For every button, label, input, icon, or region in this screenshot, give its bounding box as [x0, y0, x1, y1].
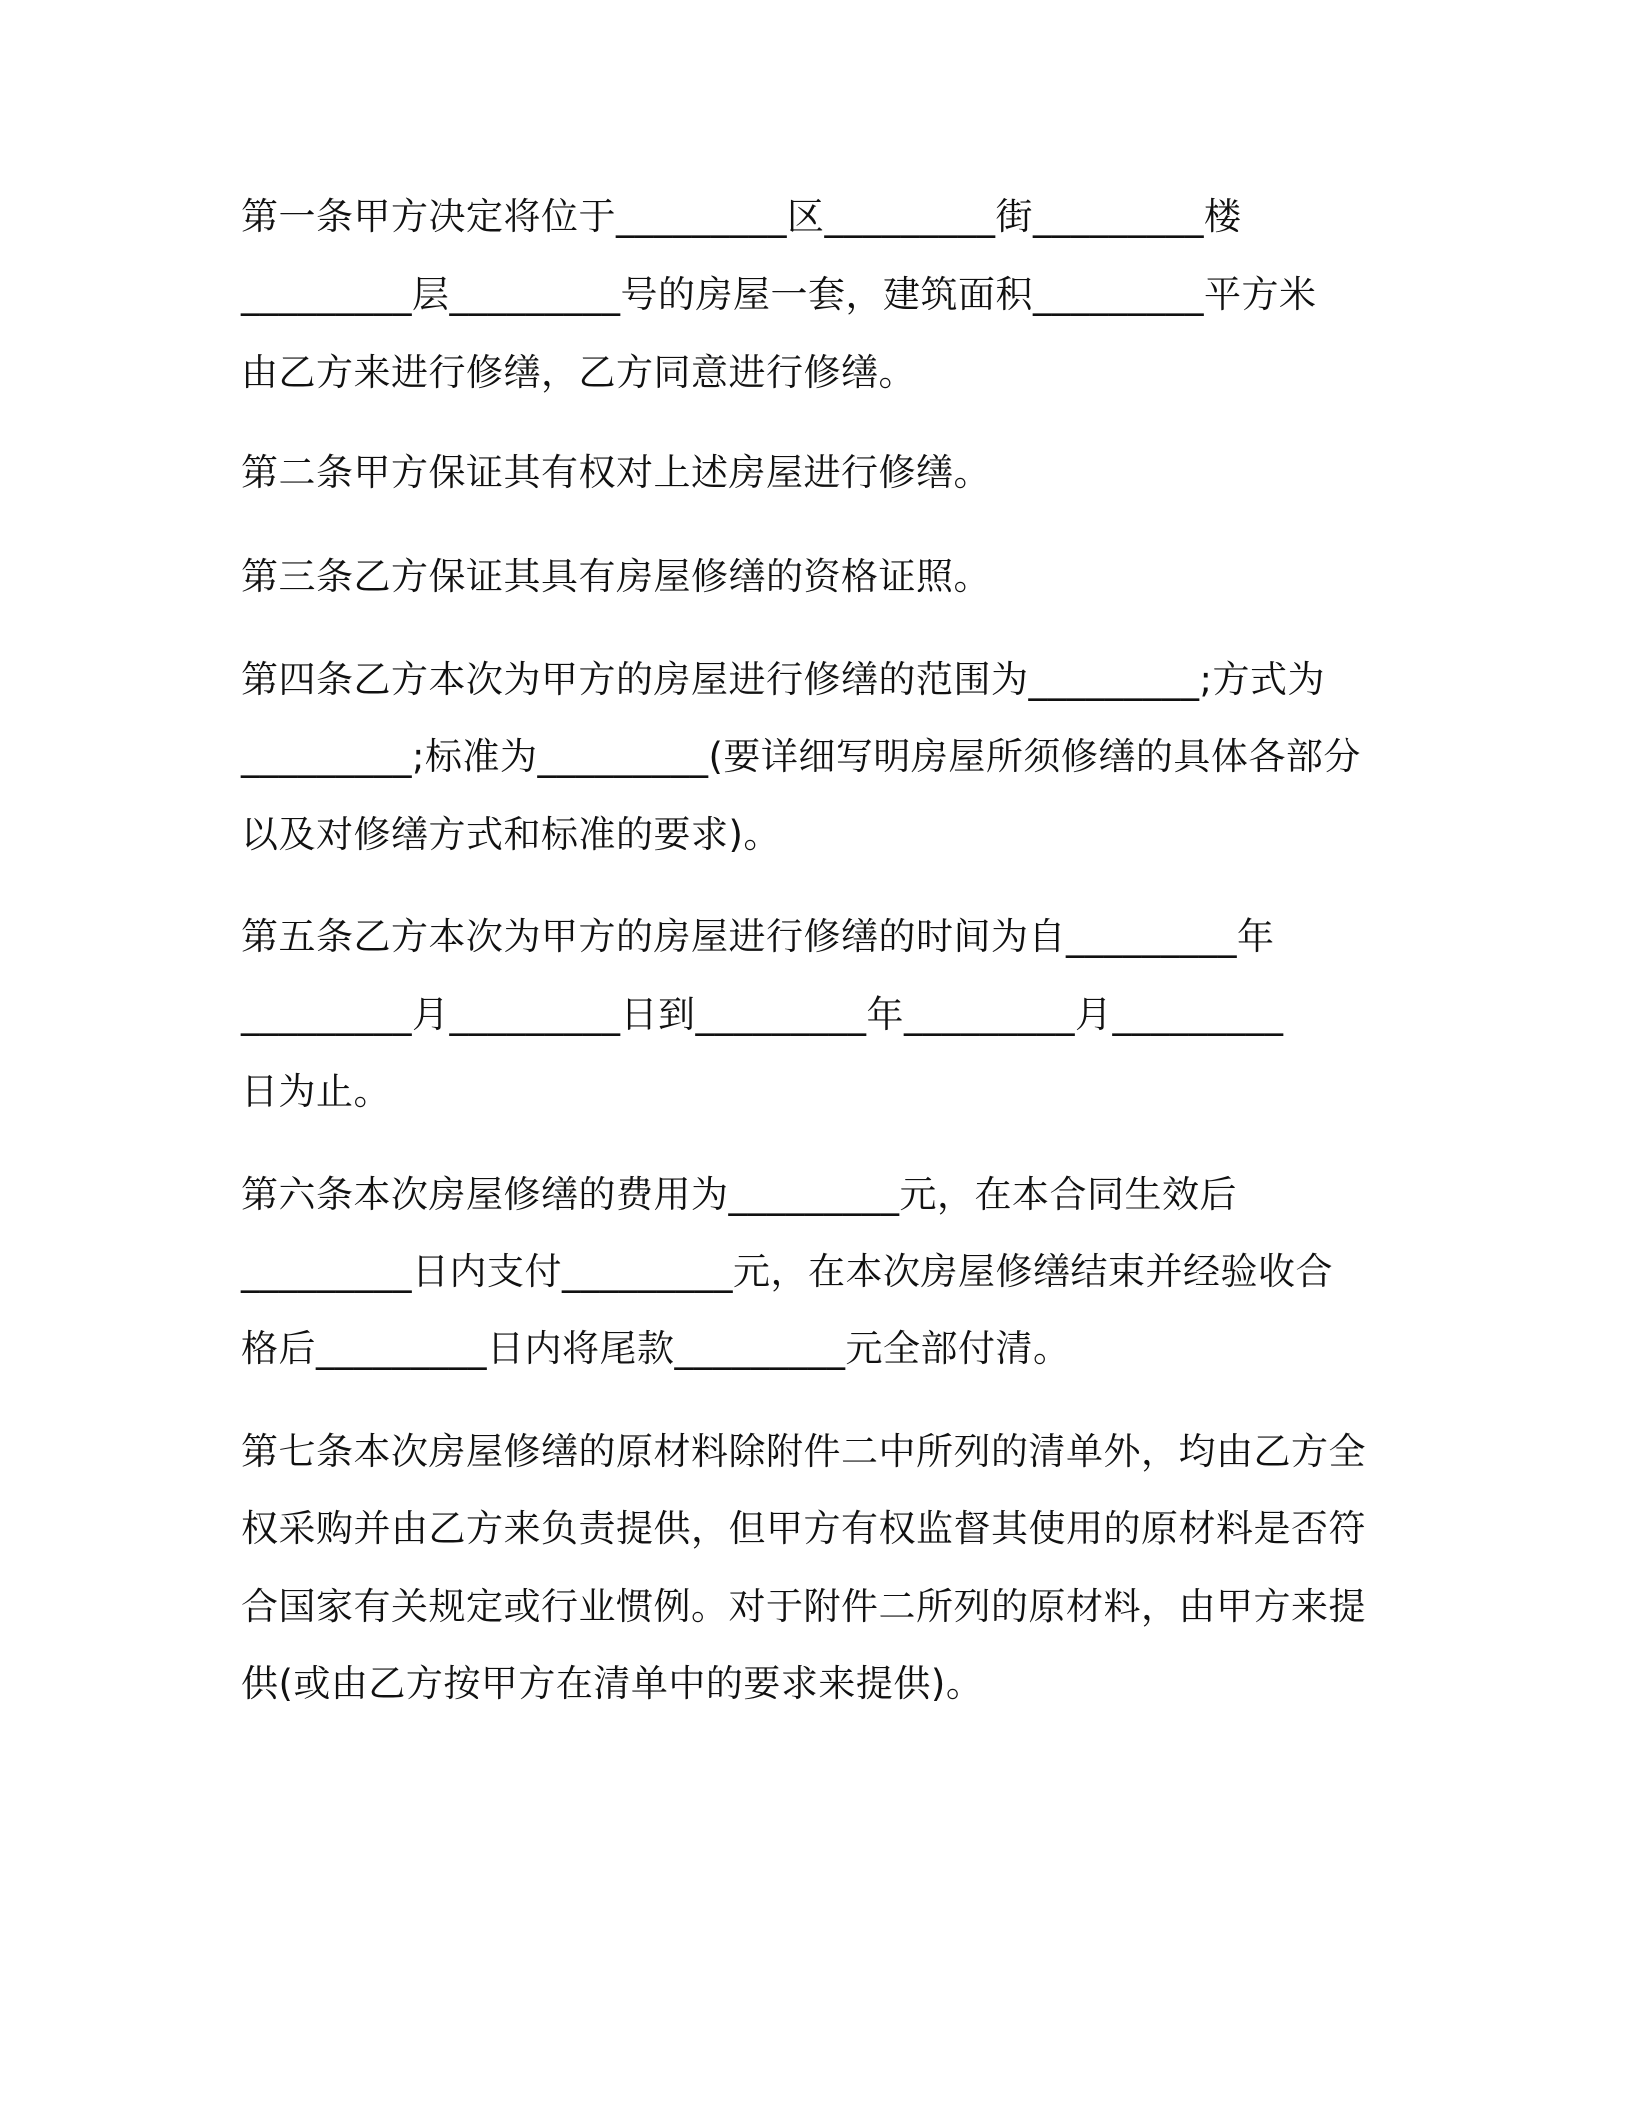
article-5-line-3: 日为止。	[241, 1070, 391, 1113]
article-7-line-4: 供(或由乙方按甲方在清单中的要求来提供)。	[241, 1662, 984, 1705]
article-6-line-1: 第六条本次房屋修缮的费用为_________元，在本合同生效后	[241, 1173, 1237, 1216]
article-6-line-2: _________日内支付_________元，在本次房屋修缮结束并经验收合	[241, 1250, 1333, 1293]
article-1-line-2: _________层_________号的房屋一套，建筑面积_________平方米	[241, 273, 1317, 316]
article-4-line-2: _________;标准为_________(要详细写明房屋所须修缮的具体各部分	[241, 735, 1361, 778]
article-5-line-2: _________月_________日到_________年_________月_________	[241, 993, 1284, 1036]
article-4-line-3: 以及对修缮方式和标准的要求)。	[241, 813, 781, 856]
article-7-line-3: 合国家有关规定或行业惯例。对于附件二所列的原材料，由甲方来提	[241, 1585, 1366, 1628]
article-7-line-2: 权采购并由乙方来负责提供，但甲方有权监督其使用的原材料是否符	[241, 1507, 1366, 1550]
article-6-line-3: 格后_________日内将尾款_________元全部付清。	[241, 1327, 1071, 1370]
article-5-line-1: 第五条乙方本次为甲方的房屋进行修缮的时间为自_________年	[241, 915, 1275, 958]
article-2-line-1: 第二条甲方保证其有权对上述房屋进行修缮。	[241, 451, 991, 494]
article-1-line-1: 第一条甲方决定将位于_________区_________街_________楼	[241, 195, 1242, 238]
article-3-line-1: 第三条乙方保证其具有房屋修缮的资格证照。	[241, 555, 991, 598]
article-7-line-1: 第七条本次房屋修缮的原材料除附件二中所列的清单外，均由乙方全	[241, 1430, 1366, 1473]
article-4-line-1: 第四条乙方本次为甲方的房屋进行修缮的范围为_________;方式为	[241, 658, 1325, 701]
article-1-line-3: 由乙方来进行修缮，乙方同意进行修缮。	[241, 351, 916, 394]
